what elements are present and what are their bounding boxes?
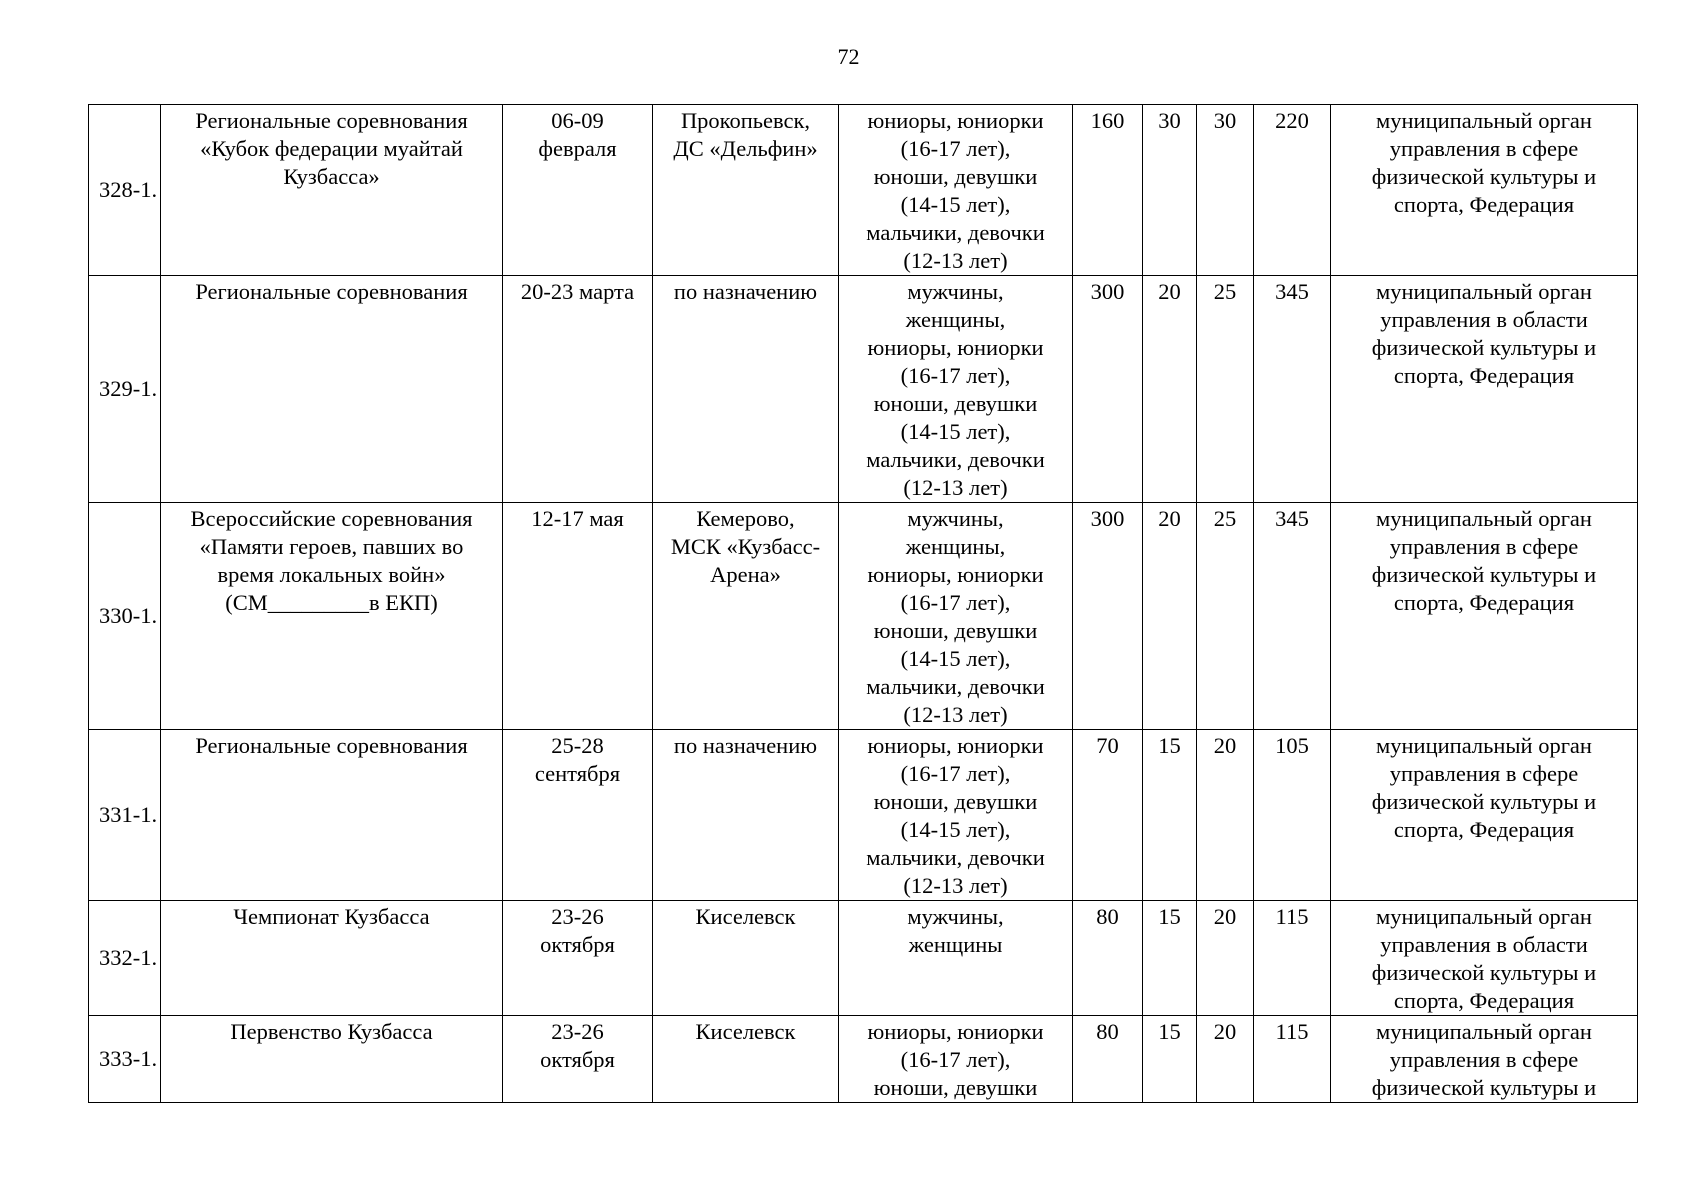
event-dates: 12-17 мая <box>503 503 653 730</box>
count-total: 345 <box>1254 503 1331 730</box>
event-name: Региональные соревнования <box>161 730 503 901</box>
event-place: Киселевск <box>653 1016 839 1103</box>
event-organizer: муниципальный орган управления в сфере физической культуры и спорта, Федерация <box>1331 730 1638 901</box>
table-row <box>89 1016 1638 1103</box>
event-organizer: муниципальный орган управления в сфере физической культуры и спорта, Федерация <box>1331 503 1638 730</box>
count-participants: 80 <box>1073 901 1143 1016</box>
table-row <box>89 105 1638 276</box>
event-name: Региональные соревнования <box>161 276 503 503</box>
row-number: 332-1. <box>89 901 161 1016</box>
event-dates: 23-26 октября <box>503 1016 653 1103</box>
event-organizer: муниципальный орган управления в сфере физической культуры и спорта, Федерация <box>1331 105 1638 276</box>
row-number: 333-1. <box>89 1016 161 1103</box>
event-dates: 20-23 марта <box>503 276 653 503</box>
event-dates: 25-28 сентября <box>503 730 653 901</box>
event-place: по назначению <box>653 730 839 901</box>
participant-groups: юниоры, юниорки (16-17 лет), юноши, девушки <box>839 1016 1073 1103</box>
count-participants: 300 <box>1073 276 1143 503</box>
count-participants: 160 <box>1073 105 1143 276</box>
event-organizer: муниципальный орган управления в области физической культуры и спорта, Федерация <box>1331 901 1638 1016</box>
event-name: Региональные соревнования «Кубок федерации муайтай Кузбасса» <box>161 105 503 276</box>
page-number: 72 <box>837 44 860 69</box>
event-place: Киселевск <box>653 901 839 1016</box>
event-name: Первенство Кузбасса <box>161 1016 503 1103</box>
count-total: 115 <box>1254 1016 1331 1103</box>
event-place: Кемерово, МСК «Кузбасс- Арена» <box>653 503 839 730</box>
count-participants: 70 <box>1073 730 1143 901</box>
participant-groups: мужчины, женщины, юниоры, юниорки (16-17 лет), юноши, девушки (14-15 лет), мальчики, девочки (12-13 лет) <box>839 276 1073 503</box>
count-coaches: 20 <box>1143 276 1197 503</box>
table-row <box>89 503 1638 730</box>
count-coaches: 30 <box>1143 105 1197 276</box>
row-number: 331-1. <box>89 730 161 901</box>
count-total: 345 <box>1254 276 1331 503</box>
event-place: Прокопьевск, ДС «Дельфин» <box>653 105 839 276</box>
event-name: Чемпионат Кузбасса <box>161 901 503 1016</box>
count-total: 115 <box>1254 901 1331 1016</box>
count-judges: 25 <box>1197 503 1254 730</box>
participant-groups: юниоры, юниорки (16-17 лет), юноши, девушки (14-15 лет), мальчики, девочки (12-13 лет) <box>839 730 1073 901</box>
participant-groups: юниоры, юниорки (16-17 лет), юноши, девушки (14-15 лет), мальчики, девочки (12-13 лет) <box>839 105 1073 276</box>
count-participants: 80 <box>1073 1016 1143 1103</box>
event-dates: 06-09 февраля <box>503 105 653 276</box>
event-place: по назначению <box>653 276 839 503</box>
table-row <box>89 730 1638 901</box>
row-number: 328-1. <box>89 105 161 276</box>
table-row <box>89 276 1638 503</box>
count-judges: 20 <box>1197 1016 1254 1103</box>
row-number: 330-1. <box>89 503 161 730</box>
count-total: 220 <box>1254 105 1331 276</box>
count-participants: 300 <box>1073 503 1143 730</box>
table-row <box>89 901 1638 1016</box>
event-organizer: муниципальный орган управления в сфере физической культуры и <box>1331 1016 1638 1103</box>
event-organizer: муниципальный орган управления в области физической культуры и спорта, Федерация <box>1331 276 1638 503</box>
row-number: 329-1. <box>89 276 161 503</box>
participant-groups: мужчины, женщины <box>839 901 1073 1016</box>
count-coaches: 15 <box>1143 1016 1197 1103</box>
event-dates: 23-26 октября <box>503 901 653 1016</box>
participant-groups: мужчины, женщины, юниоры, юниорки (16-17 лет), юноши, девушки (14-15 лет), мальчики, девочки (12-13 лет) <box>839 503 1073 730</box>
count-coaches: 15 <box>1143 730 1197 901</box>
count-judges: 25 <box>1197 276 1254 503</box>
event-name: Всероссийские соревнования «Памяти героев, павших во время локальных войн» (СМ_________в ЕКП) <box>161 503 503 730</box>
count-coaches: 20 <box>1143 503 1197 730</box>
events-table <box>88 104 1638 1103</box>
count-judges: 30 <box>1197 105 1254 276</box>
count-judges: 20 <box>1197 730 1254 901</box>
count-coaches: 15 <box>1143 901 1197 1016</box>
count-total: 105 <box>1254 730 1331 901</box>
count-judges: 20 <box>1197 901 1254 1016</box>
